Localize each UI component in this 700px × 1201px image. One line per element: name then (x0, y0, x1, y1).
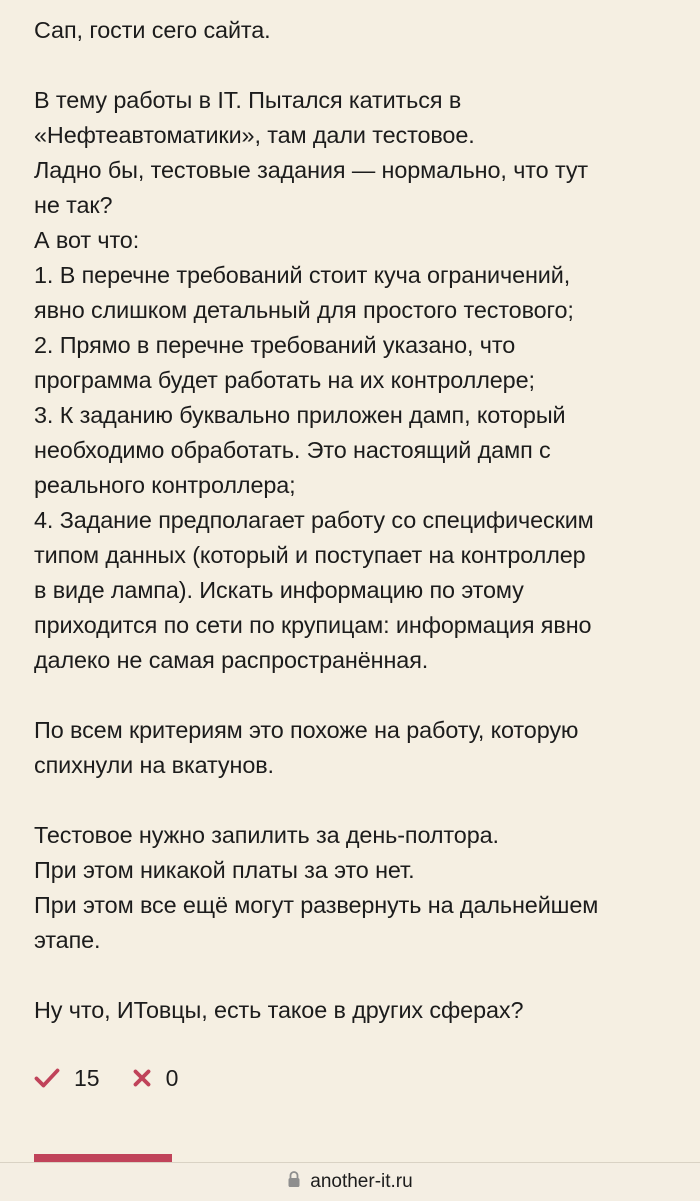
post-paragraph (34, 993, 674, 1028)
post-text-line: «Нефтеавтоматики», там дали тестовое. (34, 122, 475, 148)
post-text-line: Ну что, ИТовцы, есть такое в других сферах? (34, 997, 524, 1023)
post-text-line: По всем критериям это похоже на работу, которую (34, 717, 579, 743)
accent-divider (34, 1154, 172, 1162)
vote-bar (34, 1062, 178, 1094)
dislike-vote[interactable] (132, 1065, 179, 1092)
post-text-line: 4. Задание предполагает работу со специфическим (34, 507, 594, 533)
post-text-line: В тему работы в IT. Пытался катиться в (34, 87, 462, 113)
like-count: 15 (74, 1064, 100, 1091)
post-paragraph (34, 818, 674, 958)
post-text-line: необходимо обработать. Это настоящий дамп с (34, 437, 551, 463)
post-text-line: приходится по сети по крупицам: информация явно (34, 612, 592, 638)
post-text-line: Сап, гости сего сайта. (34, 17, 271, 43)
post-text-line: Тестовое нужно запилить за день-полтора. (34, 822, 499, 848)
post-text-line: типом данных (который и поступает на контроллер (34, 542, 586, 568)
like-vote[interactable] (34, 1065, 132, 1092)
post-text-line: При этом никакой платы за это нет. (34, 857, 415, 883)
post-body (34, 13, 674, 1063)
dislike-count: 0 (165, 1064, 179, 1091)
post-paragraph (34, 713, 674, 783)
checkmark-icon[interactable] (34, 1067, 60, 1089)
post-text-line: не так? (34, 192, 113, 218)
cross-icon[interactable] (132, 1068, 152, 1088)
post-text-line: 1. В перечне требований стоит куча ограничений, (34, 262, 571, 288)
post-text-line: этапе. (34, 927, 101, 953)
post-text-line: А вот что: (34, 227, 140, 253)
browser-address-bar[interactable] (0, 1162, 700, 1201)
post-text-line: При этом все ещё могут развернуть на дальнейшем (34, 892, 599, 918)
post-text-line: программа будет работать на их контроллере; (34, 367, 535, 393)
post-text-line: реального контроллера; (34, 472, 296, 498)
post-text-line: спихнули на вкатунов. (34, 752, 274, 778)
post-text-line: в виде лампа). Искать информацию по этому (34, 577, 524, 603)
address-url[interactable]: another-it.ru (310, 1171, 413, 1192)
post-text-line: 3. К заданию буквально приложен дамп, который (34, 402, 566, 428)
post-text-line: далеко не самая распространённая. (34, 647, 429, 673)
post-paragraph (34, 83, 674, 678)
lock-icon (287, 1170, 310, 1194)
post-text-line: явно слишком детальный для простого тестового; (34, 297, 574, 323)
post-paragraph (34, 13, 674, 48)
post-text-line: 2. Прямо в перечне требований указано, что (34, 332, 516, 358)
post-text-line: Ладно бы, тестовые задания — нормально, что тут (34, 157, 589, 183)
